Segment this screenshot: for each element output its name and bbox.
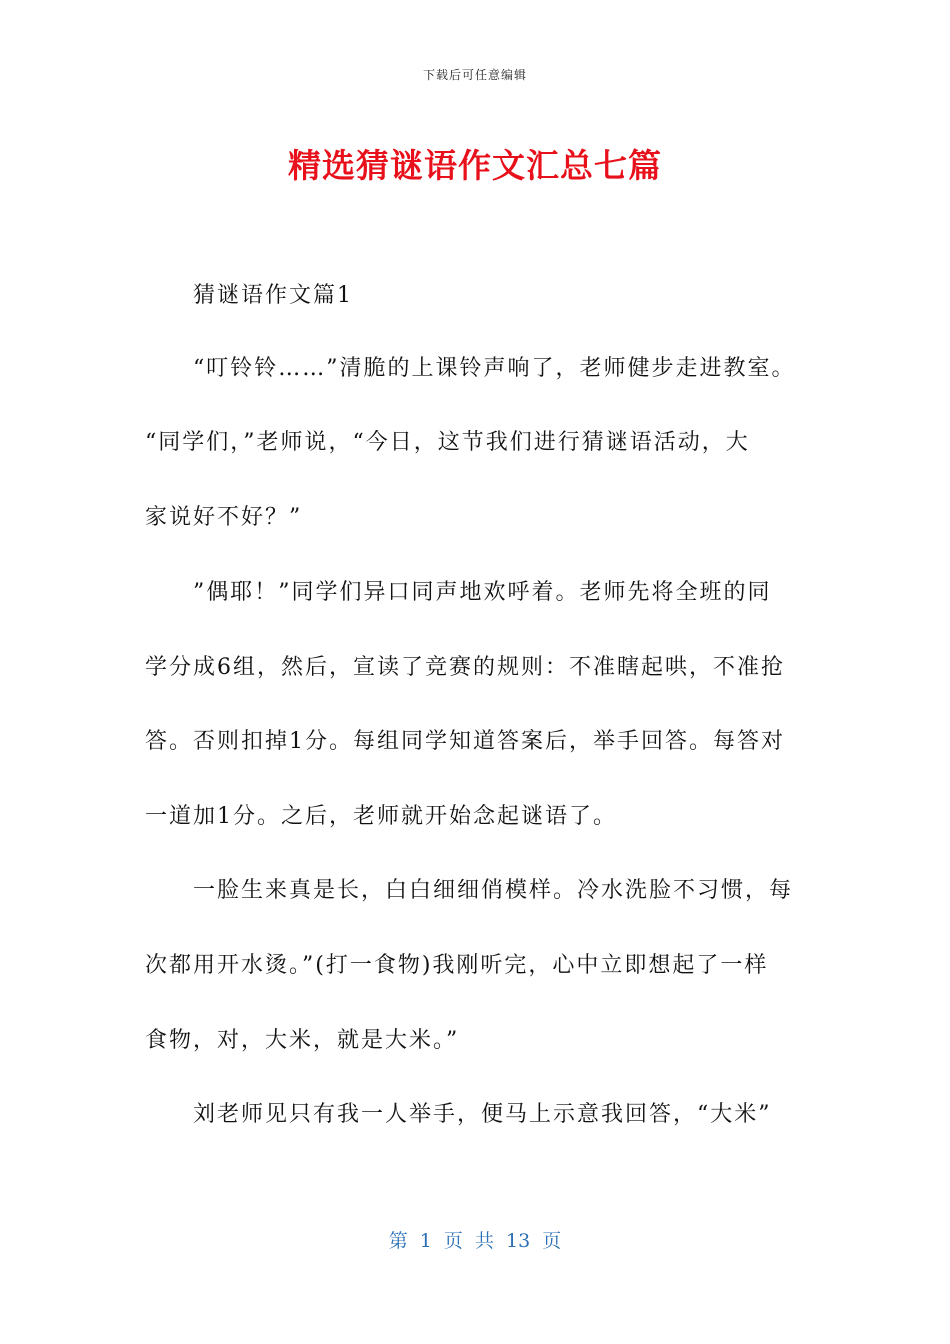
- paragraph-line: “叮铃铃……”清脆的上课铃声响了，老师健步走进教室。: [193, 356, 796, 381]
- page-number-footer: 第 1 页 共 13 页: [388, 1230, 562, 1252]
- paragraph-line: “同学们，”老师说，“今日，这节我们进行猜谜语活动，大: [145, 430, 750, 455]
- document-title: 精选猜谜语作文汇总七篇: [288, 146, 662, 185]
- paragraph-line: 学分成6组，然后，宣读了竞赛的规则：不准瞎起哄，不准抢: [145, 655, 785, 680]
- paragraph-line: 刘老师见只有我一人举手，便马上示意我回答，“大米”: [193, 1102, 772, 1127]
- paragraph-line: 家说好不好？”: [145, 505, 303, 530]
- paragraph-line: 答。否则扣掉1分。每组同学知道答案后，举手回答。每答对: [145, 729, 785, 754]
- paragraph-line: 次都用开水烫。”(打一食物)我刚听完，心中立即想起了一样: [145, 953, 769, 978]
- section-heading: 猜谜语作文篇1: [193, 283, 353, 308]
- paragraph-line: 食物，对，大米，就是大米。”: [145, 1028, 460, 1053]
- paragraph-line: 一道加1分。之后，老师就开始念起谜语了。: [145, 804, 617, 829]
- header-note: 下载后可任意编辑: [422, 68, 527, 82]
- paragraph-line: 一脸生来真是长，白白细细俏模样。冷水洗脸不习惯，每: [193, 878, 794, 903]
- paragraph-line: ”偶耶！”同学们异口同声地欢呼着。老师先将全班的同: [193, 580, 772, 605]
